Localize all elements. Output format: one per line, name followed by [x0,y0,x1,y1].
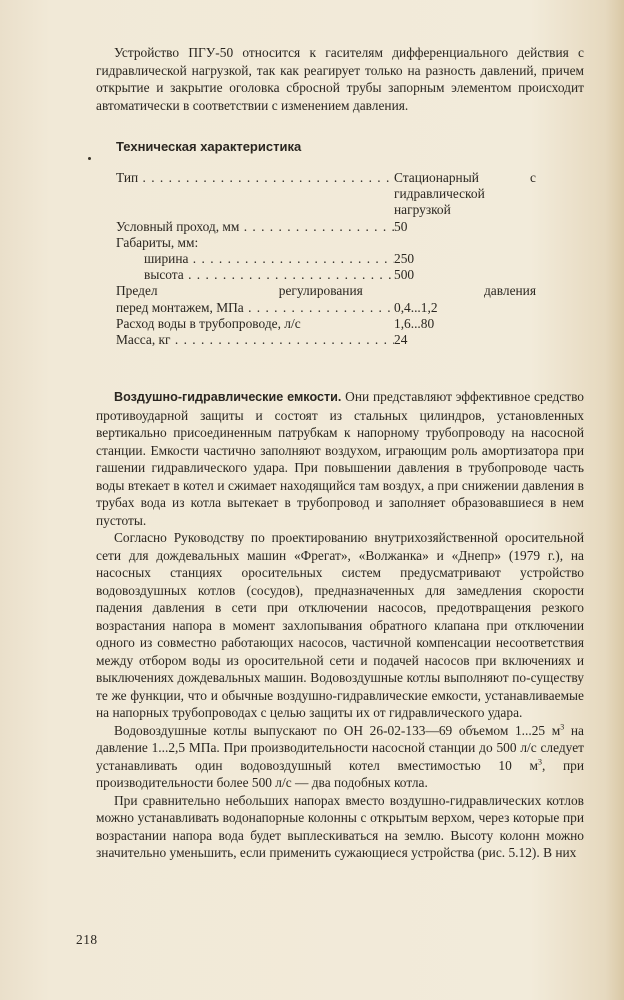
spec-row-dims [116,235,536,251]
spec-bore-label: Условный проход, мм . . . [116,219,394,235]
page-number: 218 [76,932,98,947]
spec-row-mass [116,332,536,348]
spec-row-type [116,170,536,219]
page-body [96,44,584,862]
spec-type-label: Тип . . . [116,170,394,219]
section-paragraph-3-part1: Водовоздушные котлы выпускают по ОН 26-02-133—69 объемом 1...25 м [114,722,561,738]
spec-pressure-label-line1: Предел регулирования давления [116,283,536,299]
spec-flow-value: 1,6...80 [394,315,435,331]
spec-row-height [116,267,536,283]
section-paragraph-3-part2: на давление 1...2,5 МПа. При производительности насосной станции до 500 л/с следует устанавливать один водовоздушный котел вместимостью 10 м [96,722,584,773]
spec-table [116,170,536,348]
section-paragraph-3 [96,722,584,792]
spec-type-value-word2: с [530,170,536,185]
spec-type-value-word1: Стационарный [394,170,479,185]
superscript-cubic-1: 3 [560,722,565,732]
spec-width-value: 250 [394,251,415,267]
spec-height-label: высота . . . [116,267,394,283]
spec-row-pressure-2 [116,300,536,316]
spec-type-value [394,170,536,219]
spec-mass-value: 24 [394,332,408,348]
section-paragraph-2: Согласно Руководству по проектированию внутрихозяйственной оросительной сети для дождевальных машин «Фрегат», «Волжанка» и «Днепр» (1979 г.), на насосных станциях оросительных систем предусматривают устройство водовоздушных котлов (сосудов), предназначенных для замедления скорости падения давления в сети при отключении насосов, предотвращения резкого возрастания напора в момент захлопывания обратного клапана при отключении одного из совместно работающих насосов, частичной компенсации несоответствия между отбором воды из оросительной сети и подачей насосов при включениях и выключениях дождевальных машин. Водовоздушные котлы выполняют по-существу те же функции, что и обычные воздушно-гидравлические емкости, устанавливаемые на напорных трубопроводах с целью защиты их от гидравлического удара. [96,530,584,721]
spec-flow-label: Расход воды в трубопроводе, л/с [116,315,301,331]
spec-dims-label: Габариты, мм: [116,234,199,250]
superscript-cubic-2: 3 [537,757,542,767]
spec-row-pressure-1 [116,283,536,299]
spec-height-value: 500 [394,267,415,283]
section-runin-title: Воздушно-гидравлические емкости. [114,390,342,405]
spec-type-value-line2: гидравлической [394,186,485,202]
spec-pressure-label-line2: перед монтажем, МПа . . . [116,300,394,316]
spec-row-flow [116,316,536,332]
section-paragraph-3-part3: , при производительности более 500 л/с — два подобных котла. [96,757,584,791]
spec-type-value-line3: нагрузкой [394,202,451,218]
section-paragraph-1 [96,388,584,529]
spec-pressure-value: 0,4...1,2 [394,299,438,315]
stray-dot-mark [88,157,91,160]
section-paragraph-4: При сравнительно небольших напорах вместо воздушно-гидравлических котлов можно устанавливать водонапорные колонны с открытым верхом, через которые при возрастании напора вода будет выплескиваться на землю. Высоту колонн можно значительно уменьшить, если применить сужающиеся устройства (рис. 5.12). В них [96,792,584,861]
spec-mass-label: Масса, кг . . . [116,332,394,348]
spec-bore-value: 50 [394,218,408,234]
spec-width-label: ширина . . . [116,251,394,267]
spec-title: Техническая характеристика [116,139,302,154]
intro-paragraph: Устройство ПГУ-50 относится к гасителям дифференциального действия с гидравлической нагрузкой, так как реагирует только на разность давлений, причем открытие и закрытие оголовка сбросной трубы запорным элементом происходит автоматически в соответствии с изменением давления. [96,45,584,113]
section-paragraph-1-text: Они представляют эффективное средство противоударной защиты и состоят из стальных цилиндров, установленных вертикально присоединенным патрубкам к напорному трубопроводу на насосной станции. Емкости частично заполняют воздухом, играющим роль амортизатора при гашении гидравлического удара. При повышении давления в трубопроводе часть воды втекает в котел и сжимает находящийся там воздух, а при снижении давления в трубах вода из котла вытекает в трубопровод и заполняет образовавшиеся в нем пустоты. [96,389,584,528]
spec-row-bore [116,219,536,235]
spec-row-width [116,251,536,267]
